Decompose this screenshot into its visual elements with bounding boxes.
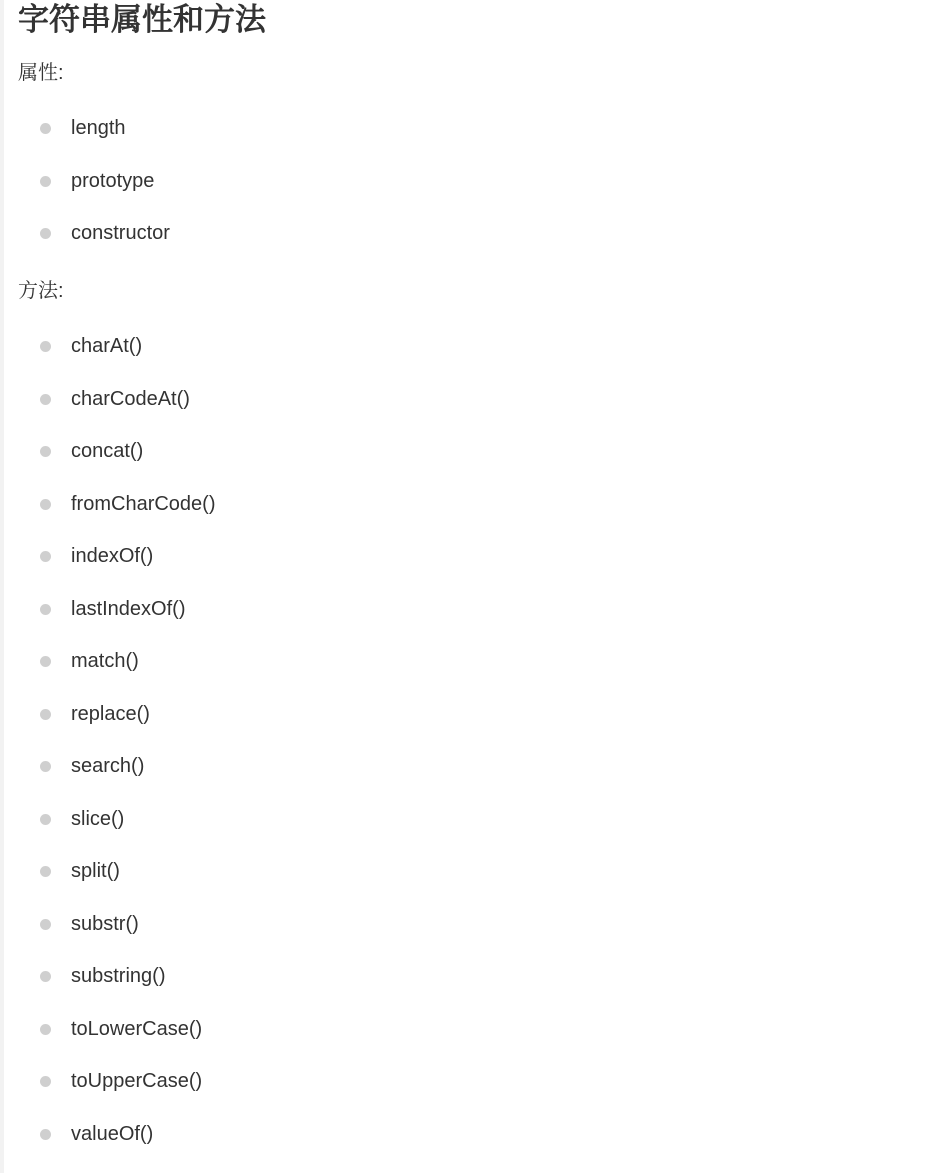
method-name: search() (71, 755, 145, 777)
property-name: constructor (71, 222, 170, 244)
method-name: lastIndexOf() (71, 597, 186, 620)
method-name: toUpperCase() (71, 1070, 203, 1092)
bullet-icon (40, 228, 51, 239)
bullet-icon (40, 394, 51, 405)
bullet-icon (40, 1024, 51, 1035)
method-name: substring() (71, 965, 166, 987)
bullet-icon (40, 499, 51, 510)
bullet-icon (40, 709, 51, 720)
property-name: length (71, 117, 126, 139)
method-name: charAt() (71, 335, 143, 357)
method-name: split() (71, 860, 120, 882)
method-name: indexOf() (71, 545, 154, 567)
bullet-icon (40, 971, 51, 982)
method-name: substr() (71, 912, 139, 935)
properties-label: 属性: (18, 62, 64, 84)
bullet-icon (40, 604, 51, 615)
left-border (0, 0, 4, 1173)
bullet-icon (40, 176, 51, 187)
bullet-icon (40, 1129, 51, 1140)
page-title: 字符串属性和方法 (18, 2, 266, 37)
property-name: prototype (71, 169, 155, 192)
method-name: toLowerCase() (71, 1017, 203, 1040)
bullet-icon (40, 123, 51, 134)
method-name: valueOf() (71, 1122, 154, 1145)
bullet-icon (40, 761, 51, 772)
method-name: fromCharCode() (71, 492, 216, 515)
method-name: match() (71, 650, 139, 672)
methods-label: 方法: (18, 280, 64, 302)
method-name: charCodeAt() (71, 387, 190, 410)
bullet-icon (40, 1076, 51, 1087)
bullet-icon (40, 866, 51, 877)
bullet-icon (40, 656, 51, 667)
bullet-icon (40, 814, 51, 825)
method-name: slice() (71, 807, 125, 830)
bullet-icon (40, 341, 51, 352)
method-name: replace() (71, 702, 150, 725)
method-name: concat() (71, 440, 144, 462)
bullet-icon (40, 446, 51, 457)
bullet-icon (40, 919, 51, 930)
bullet-icon (40, 551, 51, 562)
